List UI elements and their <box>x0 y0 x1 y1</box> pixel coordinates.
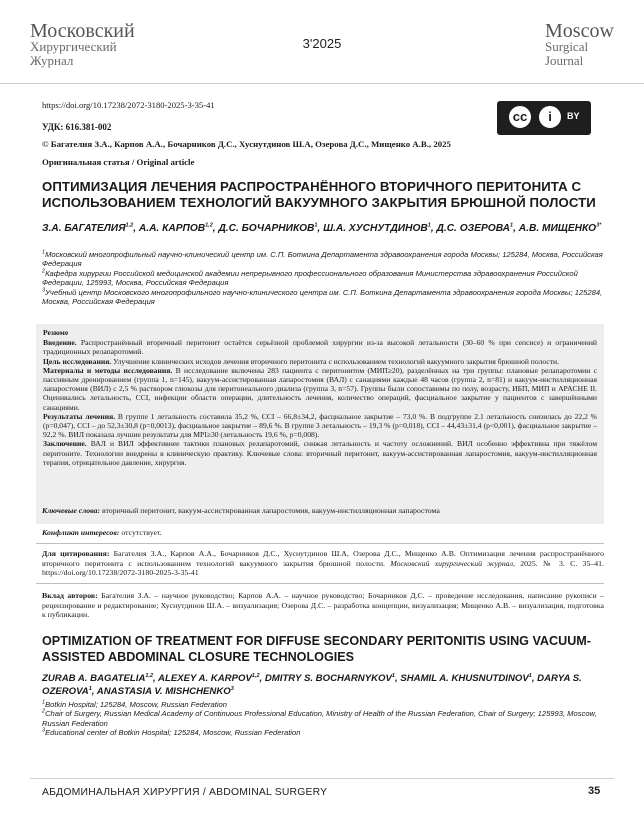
abstract-results: Результаты лечения. В группе 1 летальность составила 35,2 %, CCI – 66,8±34,2, фасциальное закрытие – 73,0 %. В подгруппе 2.1 летальность снизилась до 22,2 % (p=0,047), CCI – до 52,3±30,8 (p=0,0013), фасциальное закрытие – 89,6 %. В группе 3 летальность – 19,3 % (p=0,018), CCI – 44,43±31,4 (p<0,001), фасциальное закрытие – 92,2 %. ВИЛ показала лучшие результаты для МРI≥30 (летальность 19,6 %, p=0,008). <box>43 411 597 440</box>
author-name: ZURAB A. BAGATELIA <box>42 673 146 684</box>
abstract-intro: Введение. Распространённый вторичный перитонит остаётся серьёзной проблемой хирургии из-за высокой летальности (30–60 % при сепсисе) и ограничений традиционных релапаротомий. <box>43 338 597 357</box>
affiliation-marker: 2 <box>42 708 46 715</box>
affiliation-marker: 1,2 <box>205 222 213 229</box>
author-name: SHAMIL A. KHUSNUTDINOV <box>400 673 529 684</box>
author-name: ANASTASIA V. MISHCHENKO <box>96 686 231 697</box>
affiliations-ru <box>42 250 607 306</box>
issue-number: 3'2025 <box>302 36 342 51</box>
article-title-en: OPTIMIZATION OF TREATMENT FOR DIFFUSE SECONDARY PERITONITIS USING VACUUM-ASSISTED ABDOMINAL CLOSURE TECHNOLOGIES <box>42 634 591 664</box>
affiliation-text: Botkin Hospital; 125284, Moscow, Russian Federation <box>45 700 227 709</box>
affiliation-marker: 1 <box>314 222 318 229</box>
author-name: А.В. МИЩЕНКО <box>518 223 597 234</box>
affiliation-marker: 1,2 <box>251 672 260 679</box>
affiliation-text: Московский многопрофильный научно-клинический центр им. С.П. Боткина Департамента здравоохранения города Москвы; 125284, Москва, Российская Федерация <box>42 250 603 269</box>
affiliation-text: Chair of Surgery, Russian Medical Academy of Continuous Professional Education, Ministry of Health of the Russian Federation, Chair of Surgery; 125993, Moscow, Russian Federation <box>42 709 597 728</box>
affiliation <box>42 709 607 728</box>
affiliation <box>42 728 607 737</box>
by-label: BY <box>567 111 580 121</box>
author-name: Д.С. ОЗЕРОВА <box>436 223 511 234</box>
citation: Для цитирования: Багателия З.А., Карпов А.А., Бочарников Д.С., Хуснутдинов Ш.А, Озерова Д.С., Мищенко А.В. Оптимизация лечения распространённого вторичного перитонита с использованием технологий вакуумного закрытия брюшной полости. Московский хирургический журнал, 2025. № 3. С. 35–41. https://doi.org/10.17238/2072-3180-2025-3-35-41 <box>42 549 604 578</box>
abstract-heading: Резюме <box>43 328 69 337</box>
abstract-aim: Цель исследования. Улучшение клинических исходов лечения вторичного перитонита с использованием технологий вакуумного закрытия брюшной полости. <box>43 356 559 366</box>
affiliation-marker: 3 <box>42 287 46 294</box>
conflict-of-interest: Конфликт интересов: отсутствует. <box>42 528 162 537</box>
logo-en-line: Journal <box>545 53 584 68</box>
affiliations-en <box>42 700 607 738</box>
author-name: Ш.А. ХУСНУТДИНОВ <box>323 223 428 234</box>
page-number: 35 <box>588 785 601 797</box>
affiliation-text: Кафедра хирургии Российской медицинской академии непрерывного профессионального образования Министерства здравоохранения Российской Федерации, 125993, Москва, Российская Федерация <box>42 268 578 288</box>
affiliation <box>42 250 607 269</box>
author-name: Д.С. БОЧАРНИКОВ <box>218 223 315 234</box>
author-name: А.А. КАРПОВ <box>138 223 206 234</box>
affiliation-marker: 1 <box>510 222 514 229</box>
affiliation <box>42 700 607 709</box>
author-contributions: Вклад авторов: Багателия З.А. – научное руководство; Карпов А.А. – научное руководство; Бочарников Д.С. – проведение исследования, написание рукописи – рецензирование и редактирование; Хуснутдинов Ш.А. – визуализация; Озерова Д.С. – разработка концепции, визуализация; Мищенко А.В. – визуализация, подготовка к публикации. <box>42 591 604 620</box>
logo-ru-line: Московский <box>30 20 135 42</box>
affiliation-text: Учебный центр Московского многопрофильного научно-клинического центра им. С.П. Боткина Департамента здравоохранения города Москвы; 125284, Москва, Российская Федерация <box>42 287 603 307</box>
author-name: DARYA S. OZEROVA <box>42 673 582 697</box>
affiliation-marker: 1 <box>391 672 395 679</box>
author-name: ALEXEY A. KARPOV <box>158 673 252 684</box>
affiliation <box>42 269 607 288</box>
logo-ru-line: Хирургический <box>30 39 117 54</box>
logo-en-line: Surgical <box>545 39 589 54</box>
affiliation-marker: 1,2 <box>145 672 154 679</box>
cc-icon: cc <box>507 104 533 130</box>
author-name: DMITRY S. BOCHARNYKOV <box>264 673 392 684</box>
affiliation-marker: 2 <box>42 268 46 275</box>
logo-ru-line: Журнал <box>30 53 74 68</box>
affiliation-marker: 1 <box>528 672 532 679</box>
page-header <box>0 0 644 84</box>
affiliation-marker: 1 <box>42 699 46 706</box>
cc-by-license-badge[interactable] <box>497 101 591 135</box>
affiliation-marker: 3 <box>230 685 234 692</box>
abstract-methods: Материалы и методы исследования. В исследование включены 283 пациента с перитонитом (МИП≥20), разделённых на три группы: плановые релапаротомии с пассивным дренированием (группа 1, n=145), вакуум-ассистированная лапаростомия (ВАЛ) с санациями каждые 48 часов (группа 2, n=81) и вакуум-инстилляционная лапаростомия (ВИЛ) с 2,5 % раствором глюкозы для перитонеального диализа (группа 3, n=57). Группы были сопоставимы по полу, возрасту, ИБП, МИП и APACHE II. Оценивались летальность, CCI, инфекции области операции, длительность лечения, количество операций, фасциальное закрытие у пациентов с завершёнными санациями. <box>43 365 597 412</box>
affiliation-marker: 3* <box>596 222 602 229</box>
keywords: Ключевые слова: вторичный перитонит, вакуум-ассистированная лапаростомия, вакуум-инстилляционная лапаростома <box>42 506 440 515</box>
abstract-conclusion: Заключение. ВАЛ и ВИЛ эффективнее тактики плановых релапаротомий, снижая летальность и частоту осложнений. ВИЛ особенно эффективна при тяжёлом перитоните. Технологии внедрены в клиническую практику. Ключевые слова: вторичный перитонит, вакуум-ассистированная лапаростомия, вакуум-инстилляционная терапия, отрицательное давление, хирургия. <box>43 439 597 467</box>
journal-logo-en <box>545 20 625 74</box>
authors-en: ZURAB A. BAGATELIA$^{1,2}$, ALEXEY A. KARPOV$^{1,2}$, DMITRY S. BOCHARNYKOV$^1$, SHAMIL A. KHUSNUTDINOV$^1$, DARYA S. OZEROVA$^1$, ANASTASIA V. MISHCHENKO$^3$ <box>42 672 582 697</box>
divider <box>36 583 604 584</box>
affiliation-marker: 1 <box>88 685 92 692</box>
affiliation <box>42 288 607 307</box>
authors-ru: З.А. БАГАТЕЛИЯ$^{1,2}$, А.А. КАРПОВ$^{1,2}$, Д.С. БОЧАРНИКОВ$^1$, Ш.А. ХУСНУТДИНОВ$^1$, Д.С. ОЗЕРОВА$^1$, А.В. $МИЩЕНКО^{3*}$ <box>42 222 602 234</box>
affiliation-marker: 1,2 <box>125 222 134 229</box>
affiliation-text: Educational center of Botkin Hospital; 125284, Moscow, Russian Federation <box>45 728 301 738</box>
article-type: Оригинальная статья / Original article <box>42 157 195 167</box>
logo-en-line: Moscow <box>545 20 614 42</box>
udk-code: УДК: 616.381-002 <box>42 122 112 132</box>
copyright-line: © Багателия З.А., Карпов А.А., Бочарников Д.С., Хуснутдинов Ш.А, Озерова Д.С., Мищенко А.В., 2025 <box>42 139 451 149</box>
journal-section: АБДОМИНАЛЬНАЯ ХИРУРГИЯ / ABDOMINAL SURGERY <box>42 787 328 798</box>
article-title-ru: ОПТИМИЗАЦИЯ ЛЕЧЕНИЯ РАСПРОСТРАНЁННОГО ВТОРИЧНОГО ПЕРИТОНИТА С ИСПОЛЬЗОВАНИЕМ ТЕХНОЛОГИЙ ВАКУУМНОГО ЗАКРЫТИЯ БРЮШНОЙ ПОЛОСТИ <box>42 179 596 210</box>
abstract-box <box>36 324 604 524</box>
divider <box>36 543 604 544</box>
affiliation-marker: 1 <box>42 249 46 256</box>
affiliation-marker: 3 <box>42 727 46 734</box>
affiliation-marker: 1 <box>427 222 431 229</box>
author-name: З.А. БАГАТЕЛИЯ <box>42 223 126 234</box>
footer-divider <box>30 778 614 779</box>
attribution-icon: i <box>537 104 563 130</box>
doi-link[interactable]: https://doi.org/10.17238/2072-3180-2025-3-35-41 <box>42 100 215 110</box>
